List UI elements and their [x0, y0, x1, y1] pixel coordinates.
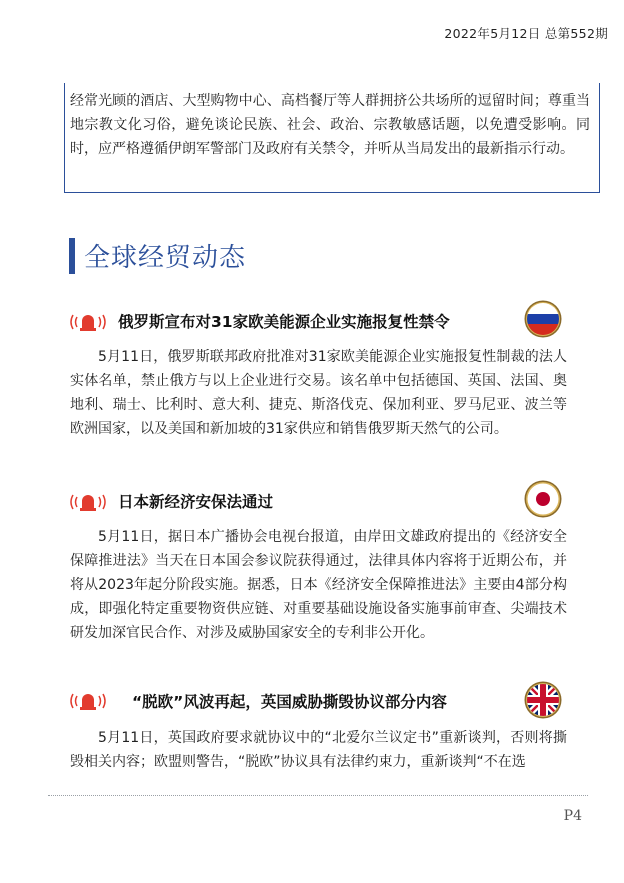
- section-title: 全球经贸动态: [84, 243, 247, 273]
- news-body: 5月11日，英国政府要求就协议中的“北爱尔兰议定书”重新谈判，否则将撕毁相关内容；欧盟则警告，“脱欧”协议具有法律约束力，重新谈判“不在选: [70, 730, 567, 770]
- footer-divider: [48, 795, 588, 796]
- news-headline: 俄罗斯宣布对31家欧美能源企业实施报复性禁令: [118, 313, 450, 331]
- page-number: P4: [563, 808, 582, 824]
- news-body: 5月11日，据日本广播协会电视台报道，由岸田文雄政府提出的《经济安全保障推进法》当天在日本国会参议院获得通过，法律具体内容将于近期公布，并将从2023年起分阶段实施。据悉，日本《经济安全保障推进法》主要由4部分构成，即强化特定重要物资供应链、对重要基础设施设备实施事前审查、尖端技术研发加深官民合作、对涉及威胁国家安全的专利非公开化。: [70, 529, 567, 641]
- russia-flag-icon: [524, 300, 562, 338]
- news-body: 5月11日，俄罗斯联邦政府批准对31家欧美能源企业实施报复性制裁的法人实体名单，禁止俄方与以上企业进行交易。该名单中包括德国、英国、法国、奥地利、瑞士、比利时、意大利、捷克、斯洛伐克、保加利亚、罗马尼亚、波兰等欧洲国家，以及美国和新加坡的31家供应和销售俄罗斯天然气的公司。: [70, 349, 567, 437]
- alarm-bell-icon: [68, 686, 108, 712]
- section-title-bar: [69, 238, 75, 274]
- issue-date: 2022年5月12日 总第552期: [444, 26, 608, 41]
- japan-flag-icon: [524, 480, 562, 518]
- news-headline: 日本新经济安保法通过: [118, 493, 274, 511]
- alarm-bell-icon: [68, 487, 108, 513]
- uk-flag-icon: [524, 681, 562, 719]
- alarm-bell-icon: [68, 307, 108, 333]
- notice-text: 经常光顾的酒店、大型购物中心、高档餐厅等人群拥挤公共场所的逗留时间；尊重当地宗教文化习俗，避免谈论民族、社会、政治、宗教敏感话题，以免遭受影响。同时，应严格遵循伊朗军警部门及政府有关禁令，并听从当局发出的最新指示行动。: [70, 93, 590, 157]
- news-headline: “脱欧”风波再起，英国威胁撕毁协议部分内容: [132, 693, 447, 711]
